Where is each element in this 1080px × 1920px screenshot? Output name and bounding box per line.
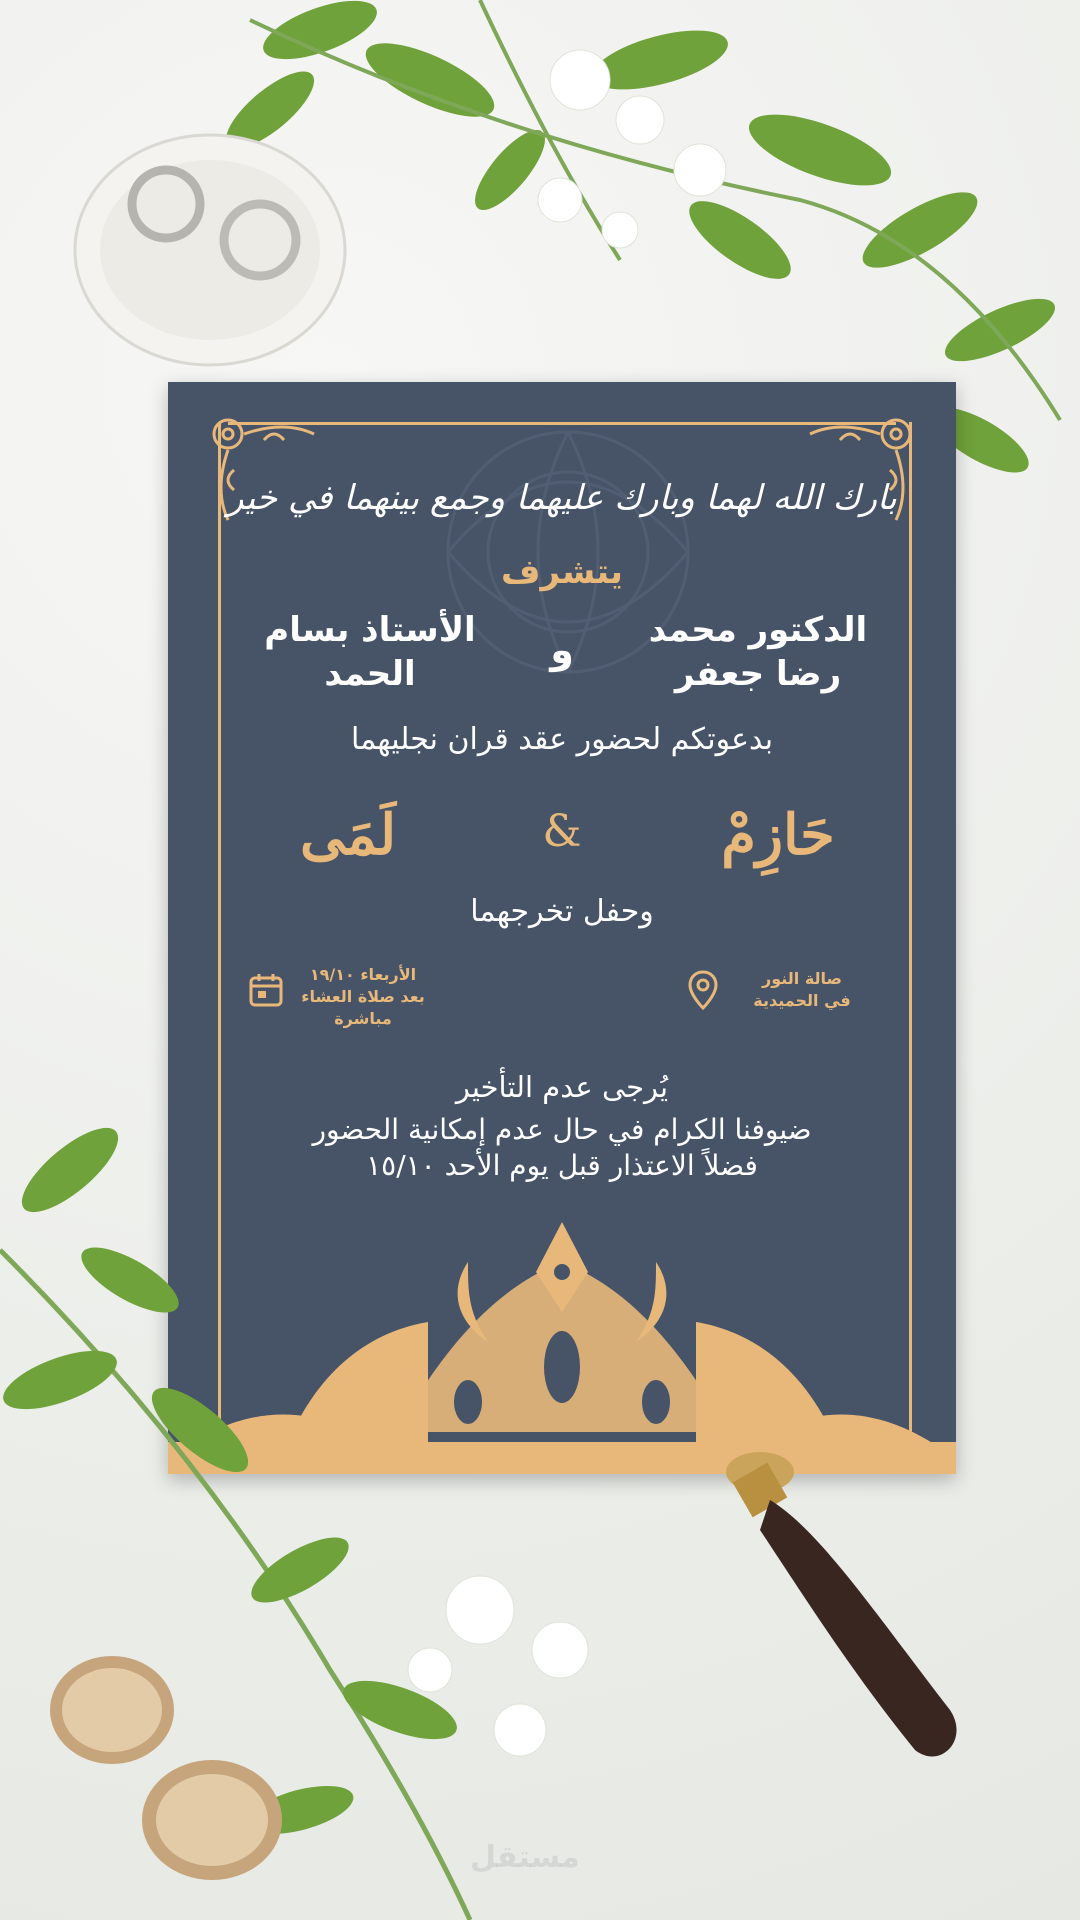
host-left-name: الأستاذ بسام الحمد <box>264 610 476 694</box>
venue-info <box>732 968 872 1012</box>
host-right-name: الدكتور محمد رضا جعفر <box>648 610 868 694</box>
ring-dish-decoration <box>70 120 370 380</box>
datetime-line-1: الأربعاء ١٩/١٠ <box>309 965 417 984</box>
groom-name: حَازِمْ <box>721 802 835 868</box>
ampersand: & <box>542 806 582 857</box>
bride-name: لَمَى <box>299 802 397 868</box>
datetime-info <box>288 964 438 1030</box>
host-conjunction: و <box>550 628 574 672</box>
jasmine-branch-bottom-decoration <box>0 1050 760 1920</box>
calendar-icon <box>248 972 284 1008</box>
venue-line-2: في الحميدية <box>753 991 851 1010</box>
blessing-calligraphy: بارك الله لهما وبارك عليهما وجمع بينهما في خير <box>227 478 897 518</box>
datetime-line-2: بعد صلاة العشاء <box>301 987 425 1006</box>
location-pin-icon <box>688 970 718 1010</box>
watermark-logo: مستقل <box>470 1840 580 1875</box>
invite-line: بدعوتكم لحضور عقد قران نجليهما <box>350 722 774 757</box>
datetime-line-3: مباشرة <box>334 1009 392 1028</box>
punctuality-note: يُرجى عدم التأخير <box>455 1070 669 1104</box>
graduation-line: وحفل تخرجهما <box>470 894 654 929</box>
honored-intro: يتشرف <box>501 552 623 592</box>
gold-frame-top <box>228 422 896 425</box>
apology-line-1: ضيوفنا الكرام في حال عدم إمكانية الحضور <box>312 1113 812 1146</box>
apology-line-2: فضلاً الاعتذار قبل يوم الأحد ١٥/١٠ <box>366 1149 758 1182</box>
venue-line-1: صالة النور <box>761 969 842 988</box>
